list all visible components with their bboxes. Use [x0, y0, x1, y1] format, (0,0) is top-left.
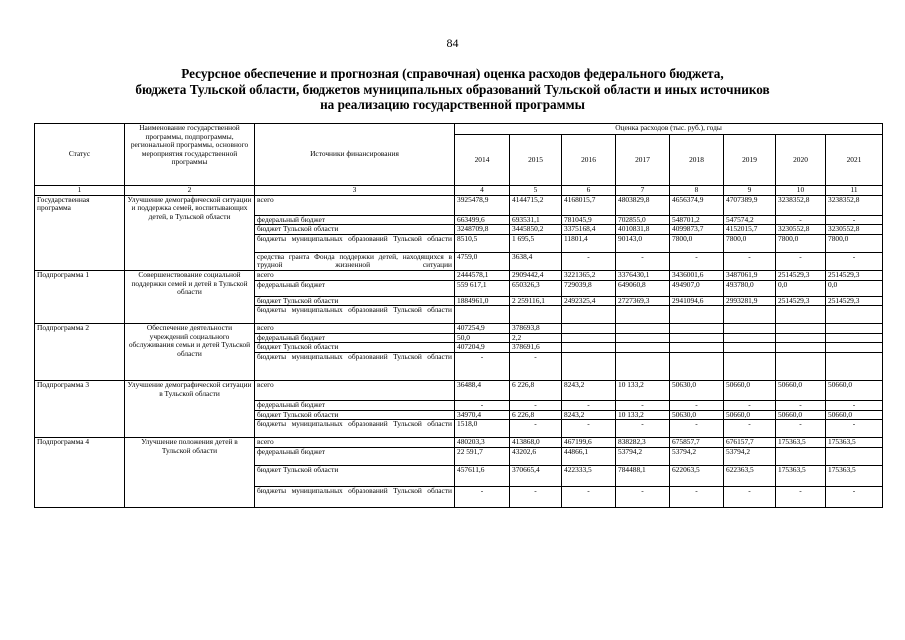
header-year: 2015 [510, 135, 562, 186]
row-value: 50660,0 [826, 380, 883, 400]
row-value: - [562, 420, 616, 438]
row-funding-source: бюджет Тульской области [255, 465, 455, 486]
row-value: - [616, 486, 670, 507]
table-row [35, 270, 883, 280]
row-program-name: Улучшение демографической ситуации в Тульской области [125, 380, 255, 437]
row-value: 7800,0 [776, 234, 826, 252]
row-value: 50630,0 [670, 410, 724, 420]
header-year: 2020 [776, 135, 826, 186]
header-name: Наименование государственной программы, подпрограммы, региональной программы, основного мероприятия государственной программы [125, 124, 255, 186]
row-value [826, 447, 883, 465]
row-value [724, 306, 776, 324]
row-value: 422333,5 [562, 465, 616, 486]
row-program-name: Обеспечение деятельности учреждений социального обслуживания семьи и детей Тульской области [125, 324, 255, 381]
header-year: 2014 [455, 135, 510, 186]
row-value: 50660,0 [724, 380, 776, 400]
row-value: 4010831,8 [616, 225, 670, 235]
row-value: - [455, 352, 510, 380]
row-value: 622063,5 [670, 465, 724, 486]
row-value [826, 306, 883, 324]
table-row [35, 195, 883, 215]
row-value: 413868,0 [510, 438, 562, 448]
row-value [670, 324, 724, 334]
row-value [776, 333, 826, 343]
row-value: 36488,4 [455, 380, 510, 400]
row-program-name: Улучшение положения детей в Тульской области [125, 438, 255, 508]
row-value: - [616, 420, 670, 438]
row-value: 53794,2 [724, 447, 776, 465]
table-row [35, 324, 883, 334]
row-value: 175363,5 [826, 438, 883, 448]
header-year: 2018 [670, 135, 724, 186]
row-value: 1884961,0 [455, 296, 510, 306]
row-value: - [510, 486, 562, 507]
expenditure-table [34, 123, 883, 508]
page-number: 84 [446, 36, 459, 50]
row-value: 1 695,5 [510, 234, 562, 252]
row-value [562, 333, 616, 343]
row-value: 50660,0 [826, 410, 883, 420]
row-value: 3221365,2 [562, 270, 616, 280]
header-year: 2021 [826, 135, 883, 186]
row-value: 53794,2 [616, 447, 670, 465]
row-value: 8243,2 [562, 410, 616, 420]
row-value [724, 333, 776, 343]
row-value: - [826, 486, 883, 507]
row-value: 43202,6 [510, 447, 562, 465]
row-value: - [776, 252, 826, 270]
row-value: 44866,1 [562, 447, 616, 465]
column-number: 1 [35, 186, 125, 196]
row-value: 6 226,8 [510, 380, 562, 400]
row-funding-source: бюджет Тульской области [255, 410, 455, 420]
row-value [826, 352, 883, 380]
row-value: 494907,0 [670, 280, 724, 296]
row-value: - [616, 400, 670, 410]
row-value: - [670, 400, 724, 410]
row-funding-source: средства гранта Фонда поддержки детей, находящихся в трудной жизненной ситуации [255, 252, 455, 270]
row-funding-source: бюджеты муниципальных образований Тульской области [255, 234, 455, 252]
row-value [776, 324, 826, 334]
row-funding-source: бюджет Тульской области [255, 343, 455, 353]
row-value: - [616, 252, 670, 270]
row-value [510, 306, 562, 324]
row-value: - [455, 400, 510, 410]
document-title [60, 66, 845, 113]
row-funding-source: федеральный бюджет [255, 280, 455, 296]
row-value: 3230552,8 [776, 225, 826, 235]
row-value [562, 306, 616, 324]
header-sources: Источники финансирования [255, 124, 455, 186]
row-value: 4168015,7 [562, 195, 616, 215]
row-value: 4144715,2 [510, 195, 562, 215]
row-value: 370665,4 [510, 465, 562, 486]
row-value: - [826, 252, 883, 270]
row-funding-source: всего [255, 270, 455, 280]
column-number: 3 [255, 186, 455, 196]
header-year: 2019 [724, 135, 776, 186]
row-status: Государственная программа [35, 195, 125, 270]
row-value: 4707389,9 [724, 195, 776, 215]
row-value: 702855,0 [616, 215, 670, 225]
header-estimate: Оценка расходов (тыс. руб.), годы [455, 124, 883, 135]
row-funding-source: федеральный бюджет [255, 400, 455, 410]
row-value: 0,0 [776, 280, 826, 296]
row-value: 10 133,2 [616, 380, 670, 400]
header-status: Статус [35, 124, 125, 186]
row-value: 3375168,4 [562, 225, 616, 235]
row-value [562, 343, 616, 353]
row-value: 175363,5 [776, 465, 826, 486]
row-value: 480203,3 [455, 438, 510, 448]
row-funding-source: бюджет Тульской области [255, 296, 455, 306]
row-value: 784488,1 [616, 465, 670, 486]
row-value: - [724, 252, 776, 270]
row-value: 378693,8 [510, 324, 562, 334]
column-number: 7 [616, 186, 670, 196]
row-value: - [826, 215, 883, 225]
row-value: 4759,0 [455, 252, 510, 270]
row-value: 676157,7 [724, 438, 776, 448]
row-value: 2909442,4 [510, 270, 562, 280]
row-value: - [826, 400, 883, 410]
table-row [35, 380, 883, 400]
row-funding-source: бюджеты муниципальных образований Тульской области [255, 486, 455, 507]
row-value: 2514529,3 [776, 270, 826, 280]
row-status: Подпрограмма 2 [35, 324, 125, 381]
row-value: 548701,2 [670, 215, 724, 225]
row-value [670, 352, 724, 380]
row-funding-source: всего [255, 195, 455, 215]
row-value: 3238352,8 [776, 195, 826, 215]
row-value [776, 306, 826, 324]
row-value: 50660,0 [776, 410, 826, 420]
row-value [826, 333, 883, 343]
row-funding-source: федеральный бюджет [255, 447, 455, 465]
row-value [562, 324, 616, 334]
column-number: 5 [510, 186, 562, 196]
row-value: 378691,6 [510, 343, 562, 353]
row-value: - [670, 486, 724, 507]
row-value [776, 343, 826, 353]
column-number: 10 [776, 186, 826, 196]
row-value [616, 343, 670, 353]
row-value: 3925478,9 [455, 195, 510, 215]
row-value: 2514529,3 [826, 296, 883, 306]
row-value: 493780,0 [724, 280, 776, 296]
title-line-2: бюджета Тульской области, бюджетов муниципальных образований Тульской области и иных источников [135, 81, 770, 97]
row-funding-source: всего [255, 324, 455, 334]
row-value: 50,0 [455, 333, 510, 343]
row-funding-source: федеральный бюджет [255, 215, 455, 225]
row-value: 1518,0 [455, 420, 510, 438]
row-value: 2444578,1 [455, 270, 510, 280]
row-value: 90143,0 [616, 234, 670, 252]
column-number: 6 [562, 186, 616, 196]
row-value: 407254,9 [455, 324, 510, 334]
row-value: 781045,9 [562, 215, 616, 225]
row-value: 2 259116,1 [510, 296, 562, 306]
row-value: 50660,0 [724, 410, 776, 420]
row-value: - [455, 486, 510, 507]
row-value: 50660,0 [776, 380, 826, 400]
row-program-name: Улучшение демографической ситуации и поддержка семей, воспитывающих детей, в Тульской области [125, 195, 255, 270]
row-value [776, 447, 826, 465]
row-value: 3248709,8 [455, 225, 510, 235]
row-funding-source: бюджеты муниципальных образований Тульской области [255, 352, 455, 380]
row-value [562, 352, 616, 380]
row-funding-source: бюджет Тульской области [255, 225, 455, 235]
row-value: - [724, 486, 776, 507]
row-value: 3638,4 [510, 252, 562, 270]
row-value: 2514529,3 [826, 270, 883, 280]
row-value [724, 324, 776, 334]
row-funding-source: всего [255, 380, 455, 400]
row-value: 4152015,7 [724, 225, 776, 235]
row-value: - [562, 400, 616, 410]
row-value [724, 343, 776, 353]
row-value: 0,0 [826, 280, 883, 296]
row-program-name: Совершенствование социальной поддержки семей и детей в Тульской области [125, 270, 255, 323]
row-value: 622363,5 [724, 465, 776, 486]
column-number: 4 [455, 186, 510, 196]
row-value [670, 333, 724, 343]
row-value: 7800,0 [826, 234, 883, 252]
header-year: 2016 [562, 135, 616, 186]
row-value: 3436001,6 [670, 270, 724, 280]
row-funding-source: бюджеты муниципальных образований Тульской области [255, 306, 455, 324]
row-value: - [776, 400, 826, 410]
row-value: - [724, 420, 776, 438]
row-value: - [510, 400, 562, 410]
row-value: - [510, 420, 562, 438]
row-value: 8243,2 [562, 380, 616, 400]
row-value: - [826, 420, 883, 438]
row-funding-source: всего [255, 438, 455, 448]
row-value: 6 226,8 [510, 410, 562, 420]
row-value: 3376430,1 [616, 270, 670, 280]
row-value: 50630,0 [670, 380, 724, 400]
row-value: 467199,6 [562, 438, 616, 448]
row-value [455, 306, 510, 324]
row-value: 729039,8 [562, 280, 616, 296]
row-status: Подпрограмма 3 [35, 380, 125, 437]
row-value: 8510,5 [455, 234, 510, 252]
row-value: 2,2 [510, 333, 562, 343]
column-number: 8 [670, 186, 724, 196]
row-value: 10 133,2 [616, 410, 670, 420]
row-value: 53794,2 [670, 447, 724, 465]
row-value: - [670, 252, 724, 270]
column-number: 11 [826, 186, 883, 196]
row-value: 838282,3 [616, 438, 670, 448]
row-value [616, 324, 670, 334]
row-value: - [776, 215, 826, 225]
row-value: 650326,3 [510, 280, 562, 296]
row-value: 457611,6 [455, 465, 510, 486]
row-value: 7800,0 [670, 234, 724, 252]
row-value: - [776, 486, 826, 507]
row-value: 34970,4 [455, 410, 510, 420]
table-row [35, 438, 883, 448]
row-value: 2993281,9 [724, 296, 776, 306]
column-number: 2 [125, 186, 255, 196]
row-status: Подпрограмма 1 [35, 270, 125, 323]
title-line-1: Ресурсное обеспечение и прогнозная (справочная) оценка расходов федерального бюджета, [181, 66, 724, 81]
row-value: 22 591,7 [455, 447, 510, 465]
row-value: 693531,1 [510, 215, 562, 225]
row-value: 175363,5 [826, 465, 883, 486]
row-value: - [670, 420, 724, 438]
row-value [616, 306, 670, 324]
row-value: 649060,8 [616, 280, 670, 296]
header-year: 2017 [616, 135, 670, 186]
row-value [826, 343, 883, 353]
row-value: 2727369,3 [616, 296, 670, 306]
row-value: 3487061,9 [724, 270, 776, 280]
row-value: 2514529,3 [776, 296, 826, 306]
row-value: - [776, 420, 826, 438]
row-value: 3445850,2 [510, 225, 562, 235]
row-value: 407204,9 [455, 343, 510, 353]
row-value: 2941094,6 [670, 296, 724, 306]
row-value: 11801,4 [562, 234, 616, 252]
row-value: 559 617,1 [455, 280, 510, 296]
row-value [670, 306, 724, 324]
row-funding-source: федеральный бюджет [255, 333, 455, 343]
column-number: 9 [724, 186, 776, 196]
row-value [616, 333, 670, 343]
row-value [670, 343, 724, 353]
row-value: - [510, 352, 562, 380]
row-value: 4803829,8 [616, 195, 670, 215]
row-value: 175363,5 [776, 438, 826, 448]
row-status: Подпрограмма 4 [35, 438, 125, 508]
row-value: 663499,6 [455, 215, 510, 225]
row-value [826, 324, 883, 334]
row-value [616, 352, 670, 380]
row-value: 2492325,4 [562, 296, 616, 306]
row-value [724, 352, 776, 380]
row-value: - [724, 400, 776, 410]
row-value: 7800,0 [724, 234, 776, 252]
row-value: 675857,7 [670, 438, 724, 448]
row-value: 4656374,9 [670, 195, 724, 215]
row-value: 4099873,7 [670, 225, 724, 235]
row-value: 547574,2 [724, 215, 776, 225]
row-value: - [562, 486, 616, 507]
row-value: 3238352,8 [826, 195, 883, 215]
row-value: - [562, 252, 616, 270]
row-value: 3230552,8 [826, 225, 883, 235]
title-line-3: на реализацию государственной программы [320, 97, 585, 112]
row-funding-source: бюджеты муниципальных образований Тульской области [255, 420, 455, 438]
row-value [776, 352, 826, 380]
